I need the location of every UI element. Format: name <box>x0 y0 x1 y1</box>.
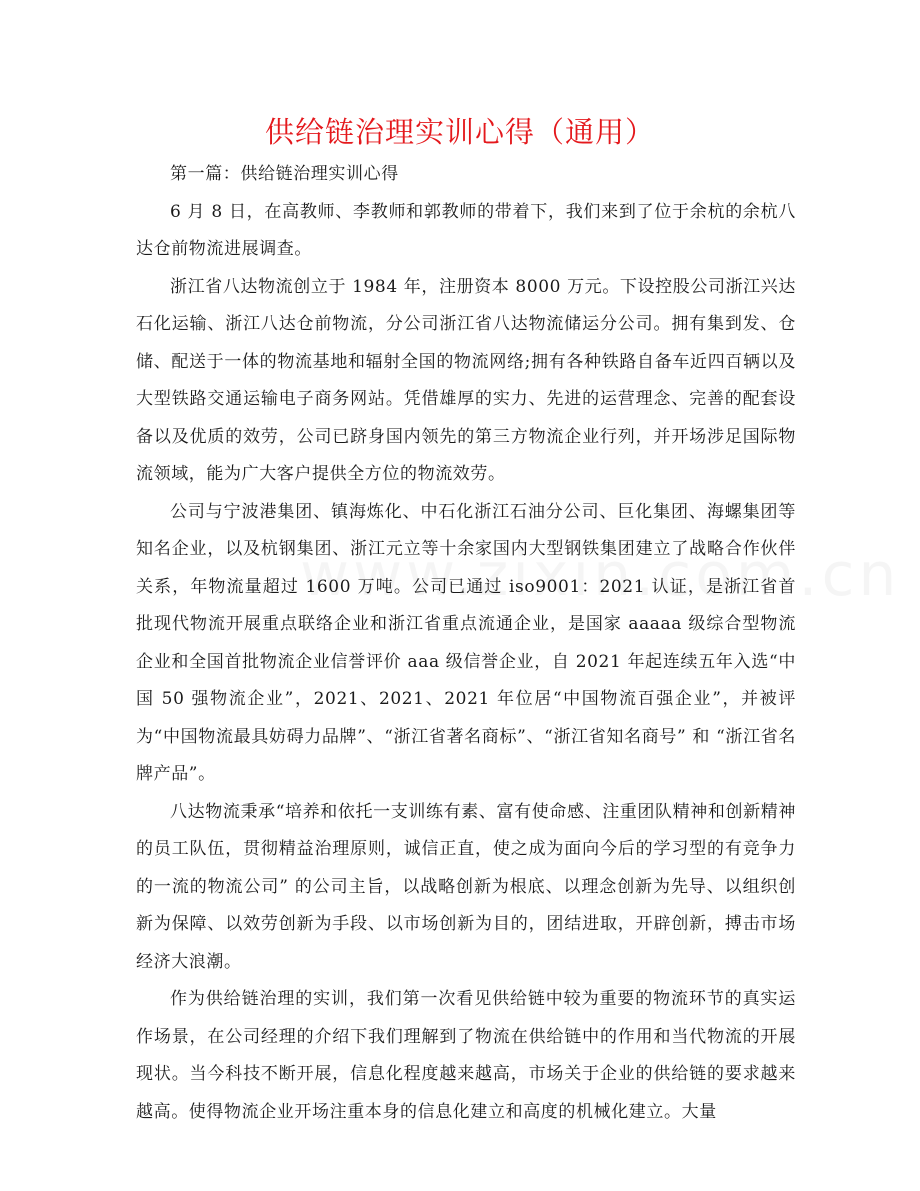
paragraph: 公司与宁波港集团、镇海炼化、中石化浙江石油分公司、巨化集团、海螺集团等知名企业，以及杭钢集团、浙江元立等十余家国内大型钢铁集团建立了战略合作伙伴关系，年物流量超过 1600 万吨。公司已通过 iso9001：2021 认证，是浙江省首批现代物流开展重点联络企业和浙江省重点流通企业，是国家 aaaaa 级综合型物流企业和全国首批物流企业信誉评价 aaa 级信誉企业，自 2021 年起连续五年入选“中国 50 强物流企业”，2021、2021、2021 年位居“中国物流百强企业”，并被评为“中国物流最具妨碍力品牌”、“浙江省著名商标”、“浙江省知名商号” 和 “浙江省名牌产品”。 <box>136 501 796 784</box>
document-body <box>136 156 796 1131</box>
document-title: 供给链治理实训心得（通用） <box>264 115 655 149</box>
section-heading: 第一篇：供给链治理实训心得 <box>170 164 399 184</box>
paragraph: 6 月 8 日，在高教师、李教师和郭教师的带着下，我们来到了位于余杭的余杭八达仓前物流进展调查。 <box>136 201 796 259</box>
paragraph: 浙江省八达物流创立于 1984 年，注册资本 8000 万元。下设控股公司浙江兴达石化运输、浙江八达仓前物流，分公司浙江省八达物流储运分公司。拥有集到发、仓储、配送于一体的物流基地和辐射全国的物流网络;拥有各种铁路自备车近四百辆以及大型铁路交通运输电子商务网站。凭借雄厚的实力、先进的运营理念、完善的配套设备以及优质的效劳，公司已跻身国内领先的第三方物流企业行列，并开场涉足国际物流领域，能为广大客户提供全方位的物流效劳。 <box>136 276 796 484</box>
paragraph: 作为供给链治理的实训，我们第一次看见供给链中较为重要的物流环节的真实运作场景，在公司经理的介绍下我们理解到了物流在供给链中的作用和当代物流的开展现状。当今科技不断开展，信息化程度越来越高，市场关于企业的供给链的要求越来越高。使得物流企业开场注重本身的信息化建立和高度的机械化建立。大量 <box>136 989 796 1122</box>
paragraph: 八达物流秉承“培养和依托一支训练有素、富有使命感、注重团队精神和创新精神的员工队伍，贯彻精益治理原则，诚信正直，使之成为面向今后的学习型的有竞争力的一流的物流公司” 的公司主旨，以战略创新为根底、以理念创新为先导、以组织创新为保障、以效劳创新为手段、以市场创新为目的，团结进取，开辟创新，搏击市场经济大浪潮。 <box>136 801 796 972</box>
